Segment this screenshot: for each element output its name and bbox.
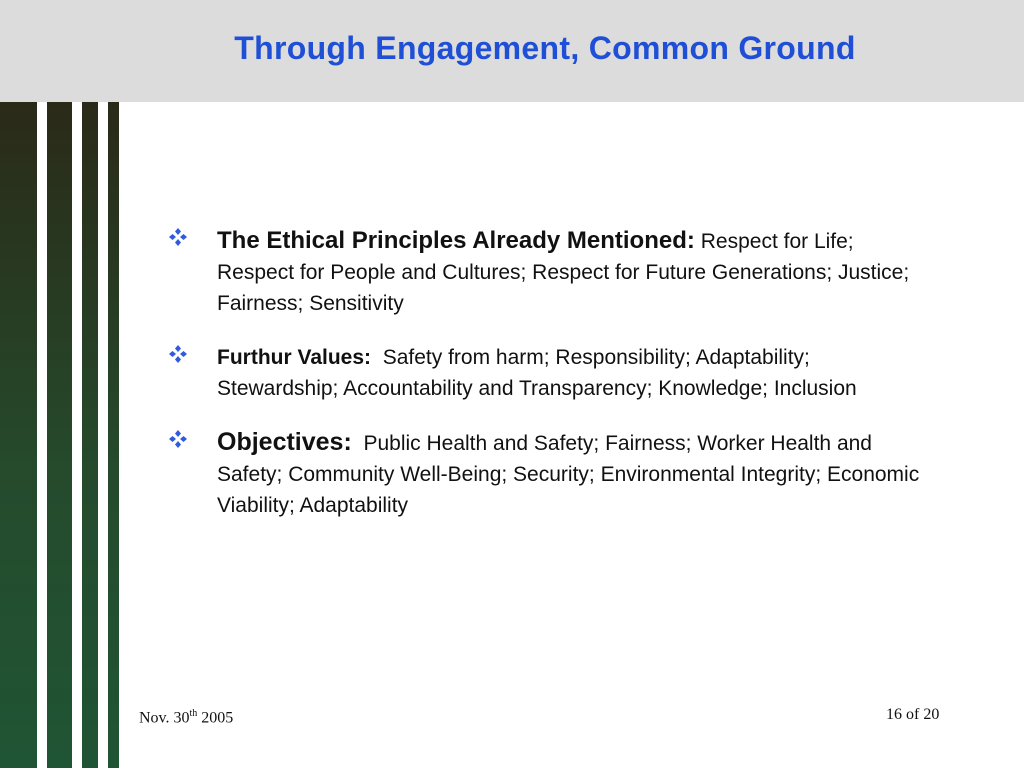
diamond-cluster-icon (168, 429, 188, 449)
bullet-text (217, 225, 928, 319)
bullet-item (168, 427, 928, 521)
bullet-text (217, 342, 928, 404)
footer-date-superscript: th (189, 708, 198, 719)
decorative-stripe (82, 102, 98, 768)
diamond-cluster-icon (168, 344, 188, 364)
bullet-body: Respect for Life; Respect for People and Cultures; Respect for Future Generations; Justice; Fairness; Sensitivity (217, 230, 910, 315)
bullet-body: Public Health and Safety; Fairness; Worker Health and Safety; Community Well-Being; Security; Environmental Integrity; Economic Viability; Adaptability (217, 432, 920, 517)
decorative-stripe (47, 102, 72, 768)
bullet-item (168, 342, 928, 404)
bullet-list (168, 225, 928, 544)
slide-header (0, 0, 1024, 102)
bullet-label: Objectives: (217, 428, 352, 456)
footer-date-prefix: Nov. 30 (139, 709, 190, 727)
bullet-body: Safety from harm; Responsibility; Adaptability; Stewardship; Accountability and Transparency; Knowledge; Inclusion (217, 346, 857, 400)
decorative-stripe (108, 102, 119, 768)
footer-date-year: 2005 (201, 709, 234, 727)
page-number: 16 of 20 (886, 706, 940, 723)
slide-title: Through Engagement, Common Ground (234, 30, 856, 66)
bullet-item (168, 225, 928, 319)
bullet-label: The Ethical Principles Already Mentioned: (217, 227, 695, 254)
bullet-text (217, 427, 928, 521)
bullet-label: Furthur Values: (217, 346, 372, 369)
diamond-cluster-icon (168, 227, 188, 247)
footer-date (139, 708, 233, 727)
decorative-stripe (0, 102, 37, 768)
